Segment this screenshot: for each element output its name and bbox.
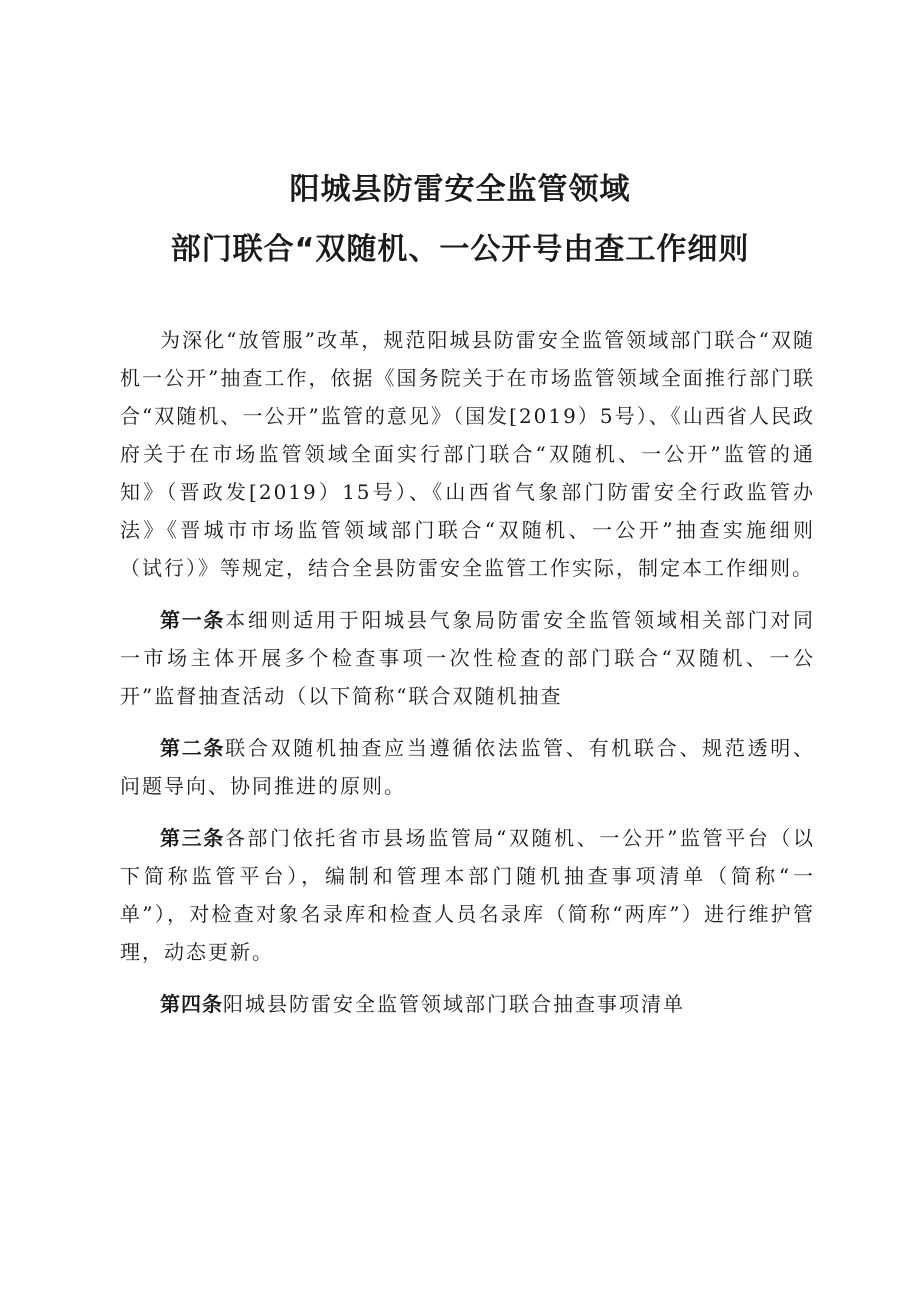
- intro-paragraph: 为深化“放管服”改革，规范阳城县防雷安全监管领域部门联合“双随机一公开”抽查工作，依据《国务院关于在市场监管领域全面推行部门联合“双随机、一公开”监管的意见》（国发[2019）5号）、《山西省人民政府关于在市场监管领域全面实行部门联合“双随机、一公开”监管的通知》（晋政发[2019）15号）、《山西省气象部门防雷安全行政监管办法》《晋城市市场监管领域部门联合“双随机、一公开”抽查实施细则（试行）》等规定，结合全县防雷安全监管工作实际，制定本工作细则。: [120, 328, 815, 580]
- article-3: [120, 819, 815, 971]
- article-1: [120, 601, 815, 715]
- article-2: [120, 729, 815, 805]
- article-3-label: 第三条: [160, 826, 225, 850]
- article-1-label: 第一条: [160, 608, 226, 632]
- article-4-text: 阳城县防雷安全监管领域部门联合抽查事项清单: [223, 992, 685, 1016]
- document-title-line-1: 阳城县防雷安全监管领域: [289, 172, 631, 207]
- document-body: [120, 321, 815, 1037]
- article-4-label: 第四条: [160, 992, 223, 1016]
- article-4: [120, 985, 815, 1023]
- article-2-label: 第二条: [160, 736, 226, 760]
- document-title-line-2: 部门联合“双随机、一公开号由查工作细则: [170, 232, 750, 267]
- article-1-text: 本细则适用于阳城县气象局防雷安全监管领域相关部门对同一市场主体开展多个检查事项一次性检查的部门联合“双随机、一公开”监督抽查活动（以下简称“联合双随机抽查: [120, 608, 816, 708]
- article-2-text: 联合双随机抽查应当遵循依法监管、有机联合、规范透明、问题导向、协同推进的原则。: [120, 736, 816, 798]
- article-3-text: 各部门依托省市县场监管局“双随机、一公开”监管平台（以下简称监管平台），编制和管理本部门随机抽查事项清单（简称“一单”），对检查对象名录库和检查人员名录库（简称“两库”）进行维护管理，动态更新。: [120, 826, 816, 964]
